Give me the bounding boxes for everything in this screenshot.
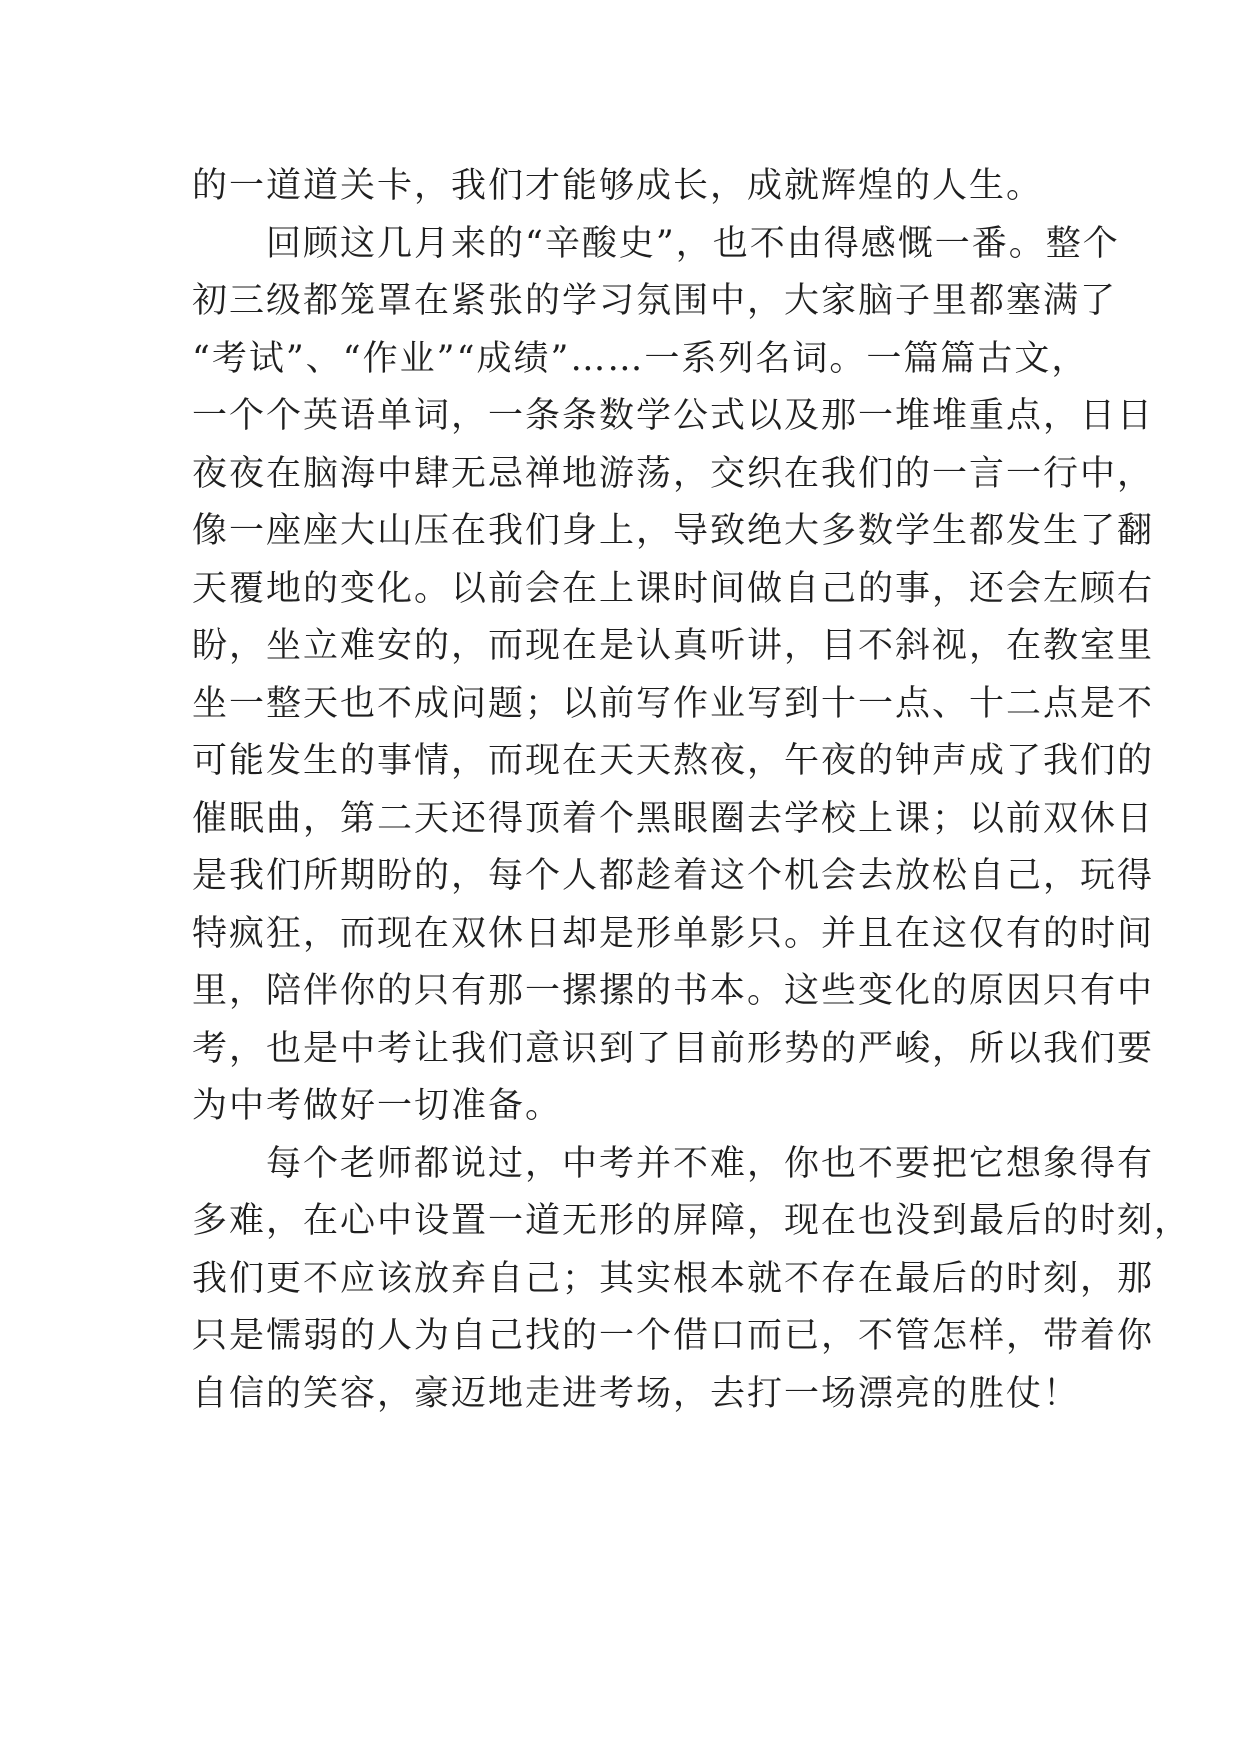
paragraph-2 <box>192 216 1155 1136</box>
text-line: 天覆地的变化。以前会在上课时间做自己的事，还会左顾右 <box>192 568 1155 609</box>
text-line: 是我们所期盼的，每个人都趁着这个机会去放松自己，玩得 <box>192 856 1155 896</box>
paragraph-3 <box>192 1136 1192 1424</box>
text-line: 像一座座大山压在我们身上，导致绝大多数学生都发生了翻 <box>192 511 1155 551</box>
text-line: 自信的笑容，豪迈地走进考场，去打一场漂亮的胜仗！ <box>192 1373 1081 1414</box>
text-line: 的一道道关卡，我们才能够成长，成就辉煌的人生。 <box>192 166 1044 206</box>
text-line: 多难，在心中设置一道无形的屏障，现在也没到最后的时刻， <box>192 1201 1192 1241</box>
text-line: 初三级都笼罩在紧张的学习氛围中，大家脑子里都塞满了 <box>192 281 1118 321</box>
text-line: 我们更不应该放弃自己；其实根本就不存在最后的时刻，那 <box>192 1258 1155 1299</box>
text-line: 催眠曲，第二天还得顶着个黑眼圈去学校上课；以前双休日 <box>192 798 1155 839</box>
document-body <box>192 158 1192 1423</box>
text-line: 特疯狂，而现在双休日却是形单影只。并且在这仅有的时间 <box>192 913 1155 954</box>
text-line: 坐一整天也不成问题；以前写作业写到十一点、十二点是不 <box>192 683 1155 724</box>
paragraph-1 <box>192 158 1072 216</box>
text-line: 考，也是中考让我们意识到了目前形势的严峻，所以我们要 <box>192 1028 1155 1069</box>
text-line: “考试”、“作业”“成绩”……一系列名词。一篇篇古文， <box>192 338 1089 379</box>
text-line: 里，陪伴你的只有那一摞摞的书本。这些变化的原因只有中 <box>192 971 1155 1011</box>
text-line: 为中考做好一切准备。 <box>192 1086 563 1126</box>
text-line: 只是懦弱的人为自己找的一个借口而已，不管怎样，带着你 <box>192 1316 1155 1356</box>
text-line: 每个老师都说过，中考并不难，你也不要把它想象得有 <box>192 1143 1155 1184</box>
text-line: 一个个英语单词，一条条数学公式以及那一堆堆重点，日日 <box>192 396 1155 436</box>
text-line: 可能发生的事情，而现在天天熬夜，午夜的钟声成了我们的 <box>192 741 1155 781</box>
text-line: 回顾这几月来的“辛酸史”，也不由得感慨一番。整个 <box>192 223 1120 264</box>
text-line: 夜夜在脑海中肆无忌禅地游荡，交织在我们的一言一行中， <box>192 453 1155 494</box>
text-line: 盼，坐立难安的，而现在是认真听讲，目不斜视，在教室里 <box>192 626 1155 666</box>
